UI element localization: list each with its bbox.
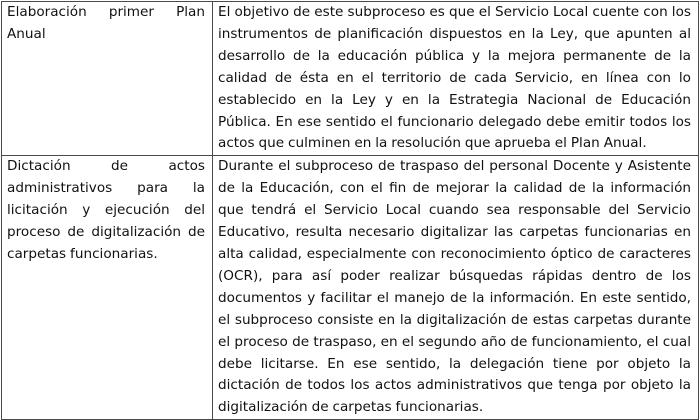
subprocess-description: El objetivo de este subproceso es que el Servicio Local cuente con los instrumentos de planificación dispuestos en la Ley, que apunten al desarrollo de la educación pública y la mejora permanente de la calidad de ésta en el territorio de cada Servicio, en línea con lo establecido en la Ley y en la Estrategia Nacional de Educación Pública. En ese sentido el funcionario delegado debe emitir todos los actos que culminen en la resolución que aprueba el Plan Anual. [218,4,691,152]
subprocess-name-cell [2,156,213,420]
subprocess-description: Durante el subproceso de traspaso del personal Docente y Asistente de la Educación, con el fin de mejorar la calidad de la información que tendrá el Servicio Local cuando sea responsable del Servicio Educativo, resulta necesario digitalizar las carpetas funcionarias en alta calidad, especialmente con reconocimiento óptico de caracteres (OCR), para así poder realizar búsquedas rápidas dentro de los documentos y facilitar el manejo de la información. En este sentido, el subproceso consiste en la digitalización de estas carpetas durante el proceso de traspaso, en el segundo año de funcionamiento, el cual debe licitarse. En ese sentido, la delegación tiene por objeto la dictación de todos los actos administrativos que tenga por objeto la digitalización de carpetas funcionarias. [218,158,691,416]
subprocess-name: Dictación de actos administrativos para la licitación y ejecución del proceso de digitalización de carpetas funcionarias. [7,158,205,262]
table-row [2,156,699,420]
subprocess-name: Elaboración primer Plan Anual [7,4,205,42]
subprocess-description-cell [213,156,699,420]
subprocess-description-cell [213,2,699,156]
table-row [2,2,699,156]
delegation-table [1,1,699,420]
subprocess-name-cell [2,2,213,156]
